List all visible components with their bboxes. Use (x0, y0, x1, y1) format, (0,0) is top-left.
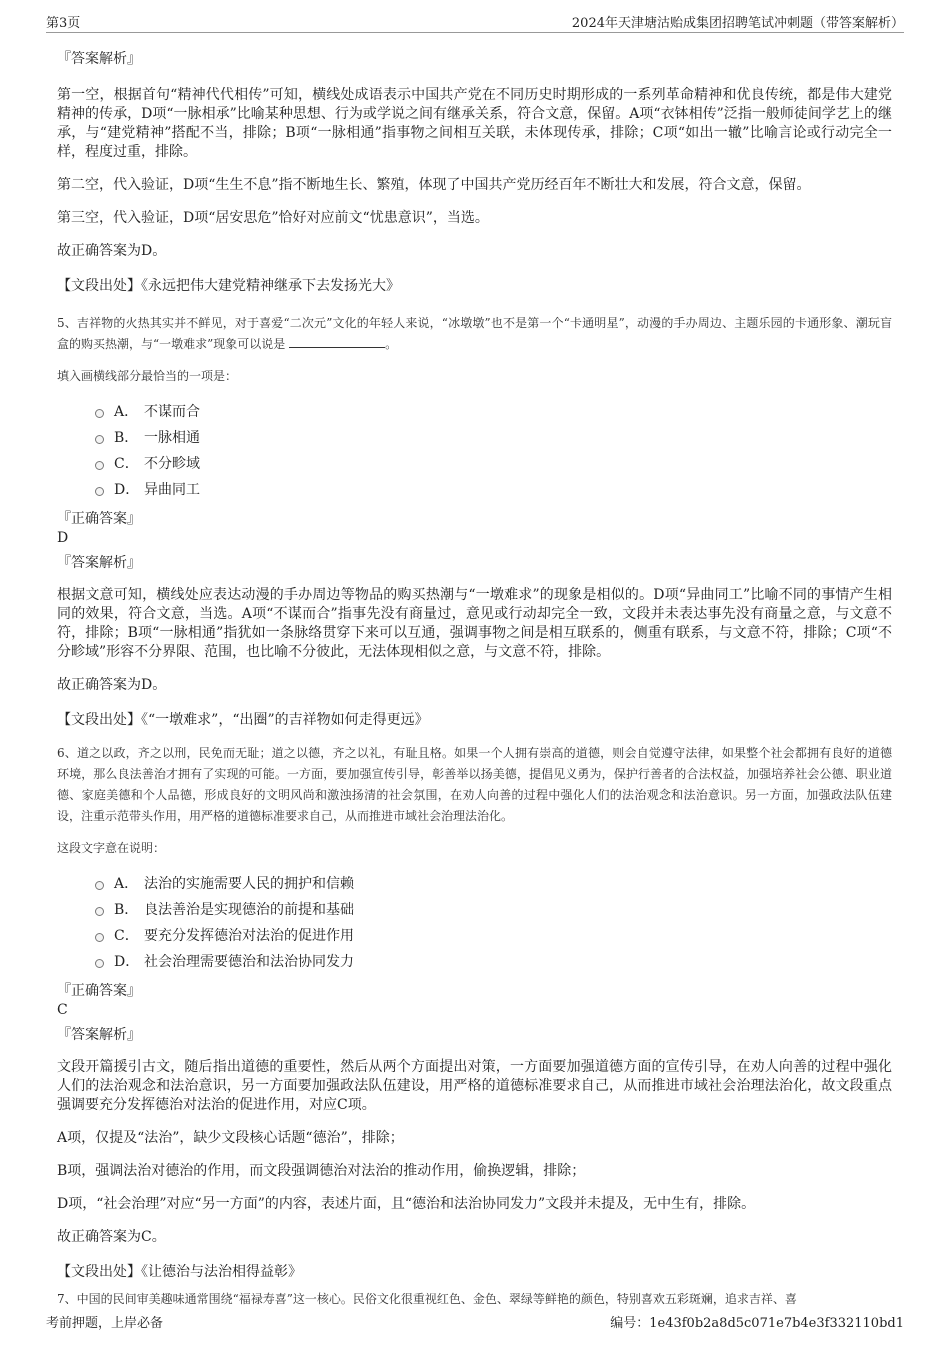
radio-icon[interactable] (95, 959, 104, 968)
option-c[interactable]: C． 要充分发挥德治对法治的促进作用 (95, 922, 892, 948)
question-prompt: 填入画横线部分最恰当的一项是： (57, 369, 238, 383)
analysis-label: 『答案解析』 (57, 51, 141, 67)
analysis-paragraph: 第一空，根据首句“精神代代相传”可知，横线处成语表示中国共产党在不同历史时期形成的一系列革命精神和优良传统，都是伟大建党精神的传承，D项“一脉相承”比喻某种思想、行为或学说之间有继承关系，符合文意，保留。A项“衣钵相传”泛指一般师徒间学艺上的继承，与“建党精神”搭配不当，排除；B项“一脉相通”指事物之间相互关联，未体现传承，排除；C项“如出一辙”比喻言论或行动完全一样，程度过重，排除。 (57, 87, 892, 160)
source-citation: 【文段出处】《永远把伟大建党精神继承下去发扬光大》 (57, 278, 400, 294)
answer-blank (289, 335, 385, 348)
option-b[interactable]: B． 一脉相通 (95, 424, 892, 450)
radio-icon[interactable] (95, 881, 104, 890)
answer-conclusion: 故正确答案为D。 (57, 243, 167, 259)
answer-conclusion: 故正确答案为C。 (57, 1229, 166, 1245)
option-d[interactable]: D． 社会治理需要德治和法治协同发力 (95, 948, 892, 974)
page-content (57, 48, 892, 1322)
correct-answer-label: 『正确答案』 (57, 983, 141, 999)
option-d[interactable]: D． 异曲同工 (95, 476, 892, 502)
analysis-label: 『答案解析』 (57, 1027, 141, 1043)
option-list (95, 870, 892, 974)
correct-answer: D (57, 530, 69, 546)
source-citation: 【文段出处】《让德治与法治相得益彰》 (57, 1264, 302, 1280)
analysis-paragraph: 文段开篇援引古文，随后指出道德的重要性，然后从两个方面提出对策，一方面要加强道德方面的宣传引导，在劝人向善的过程中强化人们的法治观念和法治意识，另一方面要加强政法队伍建设，用严格的道德标准要求自己，从而推进市域社会治理法治化，故文段重点强调要充分发挥德治对法治的促进作用，对应C项。 (57, 1059, 892, 1113)
document-title: 2024年天津塘沽贻成集团招聘笔试冲刺题（带答案解析） (571, 16, 904, 31)
source-citation: 【文段出处】《“一墩难求”，“出圈”的吉祥物如何走得更远》 (57, 712, 429, 728)
option-b[interactable]: B． 良法善治是实现德治的前提和基础 (95, 896, 892, 922)
radio-icon[interactable] (95, 461, 104, 470)
radio-icon[interactable] (95, 487, 104, 496)
analysis-paragraph: 第二空，代入验证，D项“生生不息”指不断地生长、繁殖，体现了中国共产党历经百年不断壮大和发展，符合文意，保留。 (57, 177, 811, 193)
option-c[interactable]: C． 不分畛域 (95, 450, 892, 476)
analysis-paragraph: A项，仅提及“法治”，缺少文段核心话题“德治”，排除； (57, 1130, 404, 1146)
option-a[interactable]: A． 不谋而合 (95, 398, 892, 424)
question-stem: 7、中国的民间审美趣味通常围绕“福禄寿喜”这一核心。民俗文化很重视红色、金色、翠绿等鲜艳的颜色，特别喜欢五彩斑斓，追求吉祥、喜 (57, 1292, 797, 1306)
page-header (46, 10, 904, 33)
option-a[interactable]: A． 法治的实施需要人民的拥护和信赖 (95, 870, 892, 896)
footer-slogan: 考前押题，上岸必备 (46, 1316, 164, 1331)
analysis-paragraph: 根据文意可知，横线处应表达动漫的手办周边等物品的购买热潮与“一墩难求”的现象是相似的。D项“异曲同工”比喻不同的事情产生相同的效果，符合文意，当选。A项“不谋而合”指事先没有商量过，意见或行动却完全一致，文段并未表达事先没有商量之意，与文意不符，排除；B项“一脉相通”指犹如一条脉络贯穿下来可以互通，强调事物之间是相互联系的，侧重有联系，与文意不符，排除；C项“不分畛域”形容不分界限、范围，也比喻不分彼此，无法体现相似之意，与文意不符，排除。 (57, 587, 892, 660)
question-stem: 5、吉祥物的火热其实并不鲜见，对于喜爱“二次元”文化的年轻人来说，“冰墩墩”也不是第一个“卡通明星”，动漫的手办周边、主题乐园的卡通形象、潮玩盲盒的购买热潮，与“一墩难求”现象可以说是 。 (57, 316, 892, 351)
question-prompt: 这段文字意在说明： (57, 841, 166, 855)
correct-answer: C (57, 1002, 68, 1018)
radio-icon[interactable] (95, 907, 104, 916)
answer-conclusion: 故正确答案为D。 (57, 677, 167, 693)
question-stem: 6、道之以政，齐之以刑，民免而无耻；道之以德，齐之以礼，有耻且格。如果一个人拥有崇高的道德，则会自觉遵守法律，如果整个社会都拥有良好的道德环境，那么良法善治才拥有了实现的可能。一方面，要加强宣传引导，彰善举以扬美德，提倡见义勇为，保护行善者的合法权益，加强培养社会公德、职业道德、家庭美德和个人品德，形成良好的文明风尚和激浊扬清的社会氛围，在劝人向善的过程中强化人们的法治观念和法治意识。另一方面，加强政法队伍建设，注重示范带头作用，用严格的道德标准要求自己，从而推进市域社会治理法治化。 (57, 746, 892, 823)
document-id: 编号：1e43f0b2a8d5c071e7b4e3f332110bd1 (610, 1316, 904, 1331)
radio-icon[interactable] (95, 409, 104, 418)
analysis-paragraph: B项，强调法治对德治的作用，而文段强调德治对法治的推动作用，偷换逻辑，排除； (57, 1163, 586, 1179)
correct-answer-label: 『正确答案』 (57, 511, 141, 527)
radio-icon[interactable] (95, 933, 104, 942)
analysis-label: 『答案解析』 (57, 555, 141, 571)
radio-icon[interactable] (95, 435, 104, 444)
analysis-paragraph: D项，“社会治理”对应“另一方面”的内容，表述片面，且“德治和法治协同发力”文段并未提及，无中生有，排除。 (57, 1196, 756, 1212)
option-list (95, 398, 892, 502)
page-number: 第3页 (46, 16, 81, 31)
analysis-paragraph: 第三空，代入验证，D项“居安思危”恰好对应前文“忧患意识”，当选。 (57, 210, 489, 226)
